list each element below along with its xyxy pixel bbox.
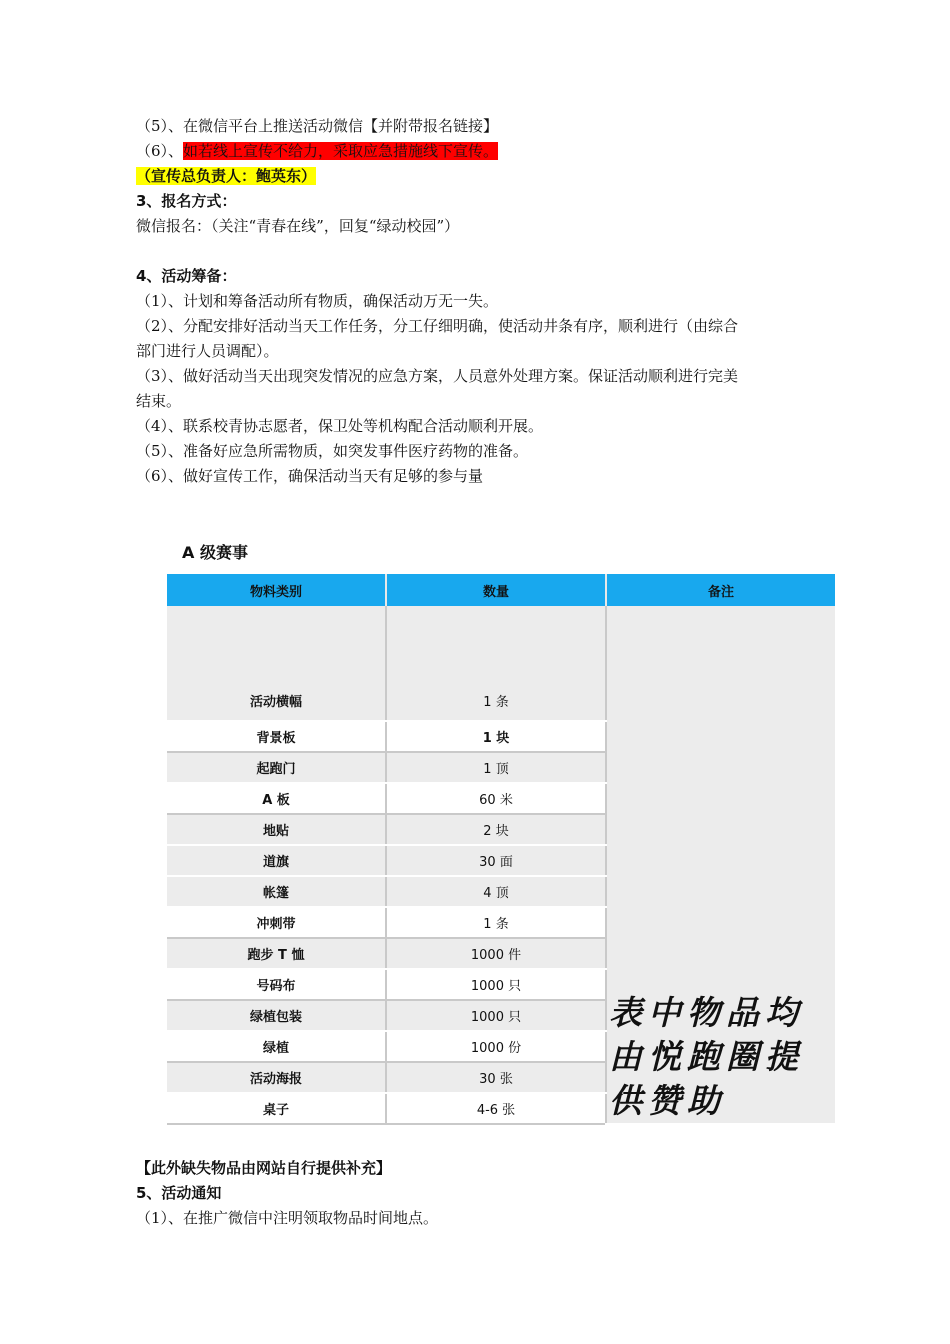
cell-category: 冲刺带 — [167, 907, 386, 938]
cell-quantity: 4 顶 — [386, 876, 606, 907]
cell-quantity: 1 块 — [386, 721, 606, 752]
cell-quantity: 30 面 — [386, 845, 606, 876]
cell-category: A 板 — [167, 783, 386, 814]
section-heading: 5、活动通知 — [136, 1184, 222, 1202]
text-prefix: （6）、 — [136, 142, 184, 160]
cell-category: 帐篷 — [167, 876, 386, 907]
cell-quantity: 1000 件 — [386, 938, 606, 969]
text-line: （6）、做好宣传工作，确保活动当天有足够的参与量 — [136, 467, 484, 485]
cell-category: 地贴 — [167, 814, 386, 845]
cell-quantity: 60 米 — [386, 783, 606, 814]
section-heading: 3、报名方式： — [136, 192, 237, 210]
text-line: （5）、在微信平台上推送活动微信【并附带报名链接】 — [136, 117, 499, 135]
text-line: （1）、在推广微信中注明领取物品时间地点。 — [136, 1209, 439, 1227]
text-line — [136, 141, 498, 161]
cell-note: 表中物品均由悦跑圈提供赞助 — [606, 606, 835, 1124]
cell-category: 活动横幅 — [167, 606, 386, 721]
materials-table — [167, 574, 835, 1125]
text-line: （2）、分配安排好活动当天工作任务，分工仔细明确，使活动井条有序，顺利进行（由综合 — [136, 317, 739, 335]
text-line: 部门进行人员调配）。 — [136, 342, 279, 360]
cell-category: 号码布 — [167, 969, 386, 1000]
header-note: 备注 — [606, 574, 835, 606]
cell-quantity: 1000 只 — [386, 1000, 606, 1031]
responsible-person — [136, 166, 316, 186]
section-heading: 4、活动筹备： — [136, 267, 237, 285]
header-quantity: 数量 — [386, 574, 606, 606]
highlighted-text: （宣传总负责人：鲍英东） — [136, 167, 317, 185]
cell-category: 绿植 — [167, 1031, 386, 1062]
cell-quantity: 30 张 — [386, 1062, 606, 1093]
text-line: 微信报名：（关注“青春在线”，回复“绿动校园”） — [136, 217, 460, 235]
cell-category: 道旗 — [167, 845, 386, 876]
cell-quantity: 1000 只 — [386, 969, 606, 1000]
table-row — [167, 606, 835, 721]
cell-category: 活动海报 — [167, 1062, 386, 1093]
cell-quantity: 1 条 — [386, 606, 606, 721]
cell-category: 背景板 — [167, 721, 386, 752]
cell-category: 跑步 T 恤 — [167, 938, 386, 969]
cell-category: 绿植包装 — [167, 1000, 386, 1031]
supplement-note: 【此外缺失物品由网站自行提供补充】 — [136, 1159, 392, 1177]
cell-quantity: 2 块 — [386, 814, 606, 845]
table-header-row — [167, 574, 835, 606]
cell-category: 起跑门 — [167, 752, 386, 783]
text-line: 结束。 — [136, 392, 182, 410]
table-title: A 级赛事 — [182, 543, 248, 562]
cell-quantity: 4-6 张 — [386, 1093, 606, 1124]
header-category: 物料类别 — [167, 574, 386, 606]
cell-quantity: 1 条 — [386, 907, 606, 938]
cell-category: 桌子 — [167, 1093, 386, 1124]
cell-quantity: 1000 份 — [386, 1031, 606, 1062]
text-line: （3）、做好活动当天出现突发情况的应急方案，人员意外处理方案。保证活动顺利进行完美 — [136, 367, 739, 385]
cell-quantity: 1 顶 — [386, 752, 606, 783]
text-line: （4）、联系校青协志愿者，保卫处等机构配合活动顺利开展。 — [136, 417, 544, 435]
highlighted-text: 如若线上宣传不给力，采取应急措施线下宣传。 — [183, 142, 499, 160]
text-line: （5）、准备好应急所需物质，如突发事件医疗药物的准备。 — [136, 442, 529, 460]
text-line: （1）、计划和筹备活动所有物质，确保活动万无一失。 — [136, 292, 499, 310]
